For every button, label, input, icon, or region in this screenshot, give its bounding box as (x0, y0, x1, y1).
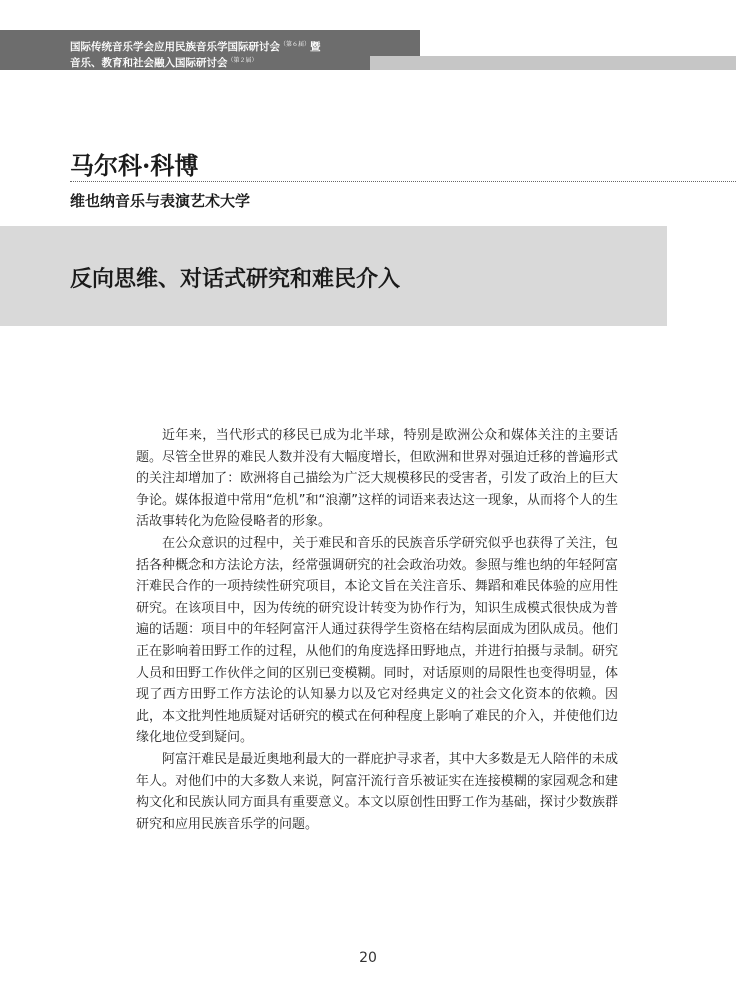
paragraph: 在公众意识的过程中，关于难民和音乐的民族音乐学研究似乎也获得了关注，包括各种概念和方法论方法，经常强调研究的社会政治功效。参照与维也纳的年轻阿富汗难民合作的一项持续性研究项目，本论文旨在关注音乐、舞蹈和难民体验的应用性研究。在该项目中，因为传统的研究设计转变为协作行为，知识生成模式很快成为普遍的话题：项目中的年轻阿富汗人通过获得学生资格在结构层面成为团队成员。他们正在影响着田野工作的过程，从他们的角度选择田野地点，并进行拍摄与录制。研究人员和田野工作伙伴之间的区别已变模糊。同时，对话原则的局限性也变得明显，体现了西方田野工作方法论的认知暴力以及它对经典定义的社会文化资本的依赖。因此，本文批判性地质疑对话研究的模式在何种程度上影响了难民的介入，并使他们边缘化地位受到疑问。 (136, 535, 618, 746)
dotted-divider (70, 181, 736, 182)
header-line2-edition: （第２届） (227, 57, 258, 64)
running-header-line-2 (70, 54, 321, 70)
header-line2-text: 音乐、教育和社会融入国际研讨会 (70, 57, 228, 69)
author-affiliation: 维也纳音乐与表演艺术大学 (70, 192, 251, 210)
author-name: 马尔科·科博 (70, 151, 199, 180)
running-header-line-1 (70, 38, 321, 54)
header-line1-edition: （第６届） (280, 41, 311, 48)
header-line1-text: 国际传统音乐学会应用民族音乐学国际研讨会 (70, 41, 280, 53)
abstract-body (136, 425, 618, 835)
header-strip (370, 56, 736, 70)
paragraph: 阿富汗难民是最近奥地利最大的一群庇护寻求者，其中大多数是无人陪伴的未成年人。对他们中的大多数人来说，阿富汗流行音乐被证实在连接模糊的家园观念和建构文化和民族认同方面具有重要意义。本文以原创性田野工作为基础，探讨少数族群研究和应用民族音乐学的问题。 (136, 751, 618, 832)
paper-title: 反向思维、对话式研究和难民介入 (70, 266, 401, 292)
page-number: 20 (359, 950, 377, 966)
header-line1-suffix: 暨 (310, 41, 321, 53)
running-header (70, 38, 321, 70)
paragraph: 近年来，当代形式的移民已成为北半球，特别是欧洲公众和媒体关注的主要话题。尽管全世界的难民人数并没有大幅度增长，但欧洲和世界对强迫迁移的普遍形式的关注却增加了：欧洲将自己描绘为广泛大规模移民的受害者，引发了政治上的巨大争论。媒体报道中常用“危机”和“浪潮”这样的词语来表达这一现象，从而将个人的生活故事转化为危险侵略者的形象。 (136, 428, 618, 530)
